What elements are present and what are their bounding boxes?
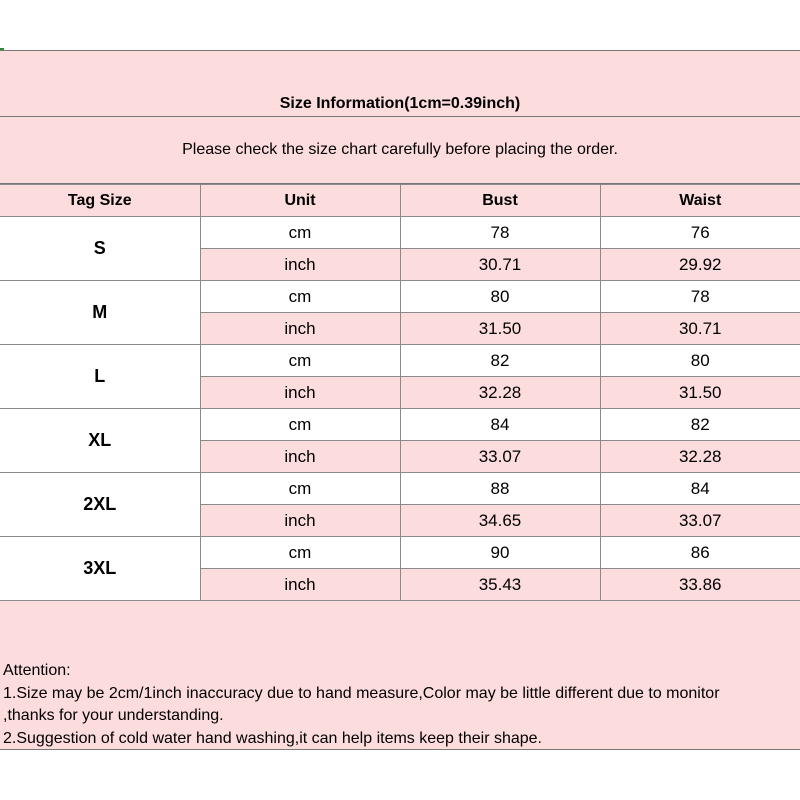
table-row	[0, 345, 800, 377]
bust-cell: 80	[400, 281, 600, 313]
unit-cell: cm	[200, 537, 400, 569]
header-tag-size: Tag Size	[0, 185, 200, 217]
table-row	[0, 281, 800, 313]
unit-cell: inch	[200, 377, 400, 409]
bust-cell: 32.28	[400, 377, 600, 409]
unit-cell: cm	[200, 473, 400, 505]
tag-size-cell: 3XL	[0, 537, 200, 601]
waist-cell: 29.92	[600, 249, 800, 281]
table-row	[0, 217, 800, 249]
unit-cell: cm	[200, 281, 400, 313]
tag-size-cell: XL	[0, 409, 200, 473]
table-row	[0, 537, 800, 569]
bust-cell: 31.50	[400, 313, 600, 345]
waist-cell: 32.28	[600, 441, 800, 473]
notice-text: Please check the size chart carefully before placing the order.	[182, 141, 618, 158]
unit-cell: inch	[200, 441, 400, 473]
bust-cell: 35.43	[400, 569, 600, 601]
waist-cell: 33.86	[600, 569, 800, 601]
bust-cell: 34.65	[400, 505, 600, 537]
bust-cell: 33.07	[400, 441, 600, 473]
unit-cell: inch	[200, 505, 400, 537]
waist-cell: 76	[600, 217, 800, 249]
waist-cell: 33.07	[600, 505, 800, 537]
unit-cell: cm	[200, 409, 400, 441]
notice-row	[0, 117, 800, 184]
attention-heading: Attention:	[3, 662, 71, 679]
tag-size-cell: 2XL	[0, 473, 200, 537]
waist-cell: 82	[600, 409, 800, 441]
tag-size-cell: L	[0, 345, 200, 409]
bust-cell: 84	[400, 409, 600, 441]
waist-cell: 31.50	[600, 377, 800, 409]
bust-cell: 88	[400, 473, 600, 505]
waist-cell: 86	[600, 537, 800, 569]
waist-cell: 78	[600, 281, 800, 313]
note-line: 2.Suggestion of cold water hand washing,it can help items keep their shape.	[3, 729, 542, 747]
bust-cell: 90	[400, 537, 600, 569]
bust-cell: 30.71	[400, 249, 600, 281]
tag-size-cell: S	[0, 217, 200, 281]
size-table	[0, 184, 800, 601]
table-row	[0, 409, 800, 441]
tag-size-cell: M	[0, 281, 200, 345]
note-line: ,thanks for your understanding.	[3, 707, 224, 724]
waist-cell: 30.71	[600, 313, 800, 345]
table-row	[0, 473, 800, 505]
attention-notes	[3, 660, 798, 750]
header-unit: Unit	[200, 185, 400, 217]
header-bust: Bust	[400, 185, 600, 217]
unit-cell: cm	[200, 345, 400, 377]
table-header-row	[0, 185, 800, 217]
title-text: Size Information(1cm=0.39inch)	[279, 95, 521, 112]
waist-cell: 84	[600, 473, 800, 505]
bust-cell: 82	[400, 345, 600, 377]
header-waist: Waist	[600, 185, 800, 217]
unit-cell: inch	[200, 249, 400, 281]
unit-cell: inch	[200, 313, 400, 345]
waist-cell: 80	[600, 345, 800, 377]
unit-cell: cm	[200, 217, 400, 249]
unit-cell: inch	[200, 569, 400, 601]
bust-cell: 78	[400, 217, 600, 249]
size-info-title	[0, 50, 800, 117]
note-line: 1.Size may be 2cm/1inch inaccuracy due to hand measure,Color may be little different due to monitor	[3, 684, 720, 702]
